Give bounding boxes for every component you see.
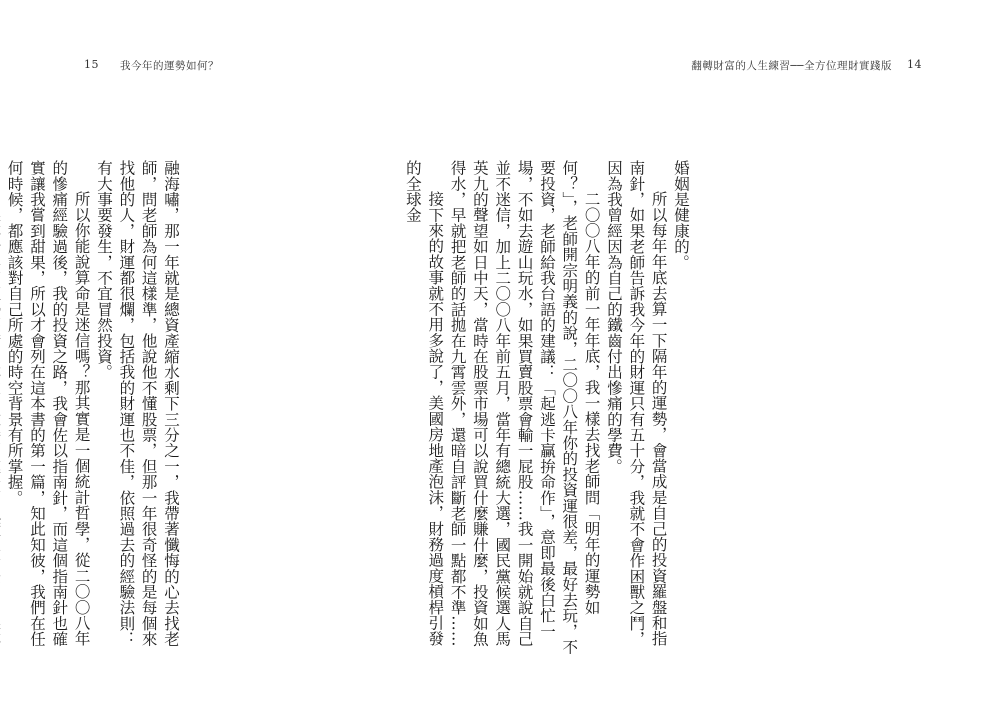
paragraph: 所以你能說算命是迷信嗎？那其實是一個統計哲學，從二〇〇八年的慘痛經驗過後，我的投資之路，我會佐以指南針，而這個指南針也確實讓我嘗到甜果，所以才會列在這本書的第一篇，知此知彼，我們在任何時候，都應該對自己所處的時空背景有所掌握。 [5,160,91,647]
right-page-number: 14 [907,58,922,71]
paragraph: 融海嘯，那一年就是總資產縮水剩下三分之一，我帶著懺悔的心去找老師，問老師為何這樣準，他說他不懂股票，但那一年很奇怪的是每個來找他的人，財運都很爛，包括我的財運也不佳，依照過去的經驗法則：有大事要發生，不宜冒然投資。 [94,160,180,647]
paragraph [0,160,3,660]
right-page-body [362,160,692,660]
paragraph: 接下來的故事就不用多說了，美國房地產泡沫，財務過度槓桿引發的全球金 [403,160,445,647]
left-page-body [0,160,182,660]
right-page [403,0,1000,709]
paragraph: 婚姻是健康的。 [672,160,690,270]
paragraph: 二〇〇八年的前一年年底，我一樣去找老師問「明年的運勢如何？」，老師開宗明義的說，二〇〇八年你的投資運很差，最好去玩，不要投資，老師給我台語的建議：「起逃卡贏拚命作」，意即最後白忙一場，不如去遊山玩水，如果買賣股票會輸一屁股……我一開始就說自己並不迷信，加上二〇〇八年前五月，當年有總統大選，國民黨候選人馬英九的聲望如日中天，當時在股票市場可以說買什麼賺什麼，投資如魚得水，早就把老師的話拋在九霄雲外，還暗自評斷老師一點都不準…… [448,160,601,655]
left-running-head: 我今年的運勢如何？ [120,60,219,72]
right-running-head: 翻轉財富的人生練習──全方位理財實踐版 [691,60,892,72]
left-page-number: 15 [84,58,99,71]
paragraph: 所以每年年底去算一下隔年的運勢，會當成是自己的投資羅盤和指南針，如果老師告訴我今年的財運只有五十分，我就不會作困獸之鬥，因為我曾經因為自己的鐵齒付出慘痛的學費。 [604,160,668,647]
